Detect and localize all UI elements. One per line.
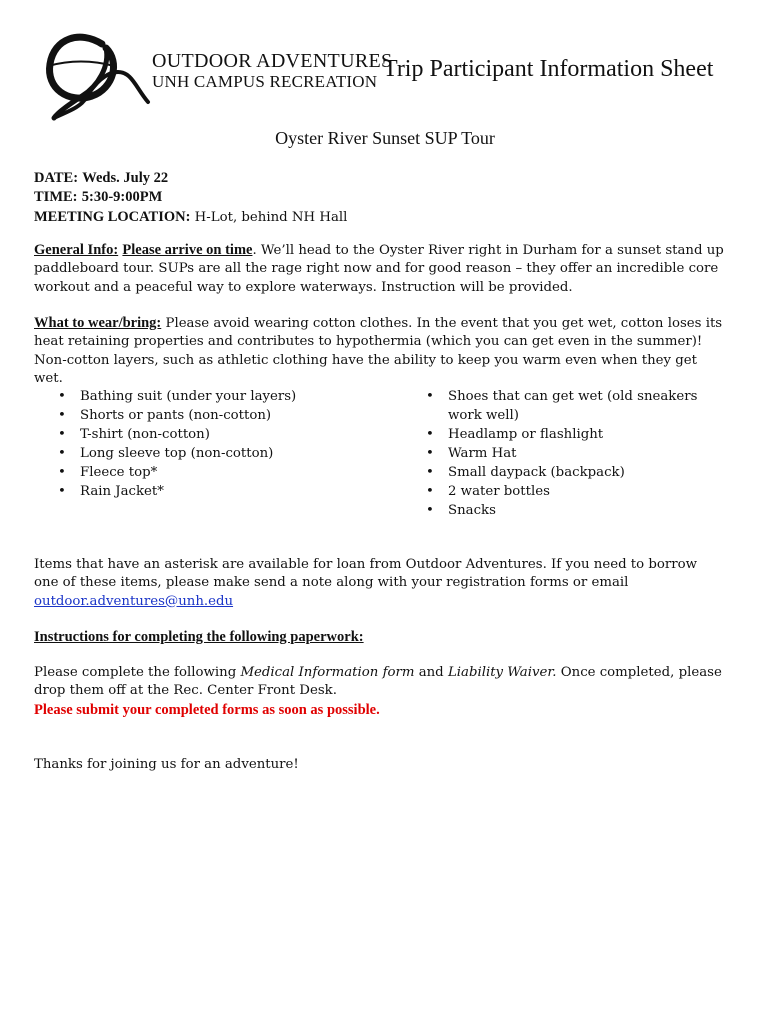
liability-waiver-name: Liability Waiver. xyxy=(447,665,557,680)
loan-note-paragraph xyxy=(34,556,724,611)
instructions-part2: and xyxy=(414,665,448,680)
instructions-heading xyxy=(34,628,724,647)
list-item: • Headlamp or flashlight xyxy=(404,425,734,444)
medical-form-name: Medical Information form xyxy=(240,665,415,680)
logo-mark-icon xyxy=(40,26,160,126)
trip-name: Oyster River Sunset SUP Tour xyxy=(275,128,495,148)
outdoor-adventures-logo xyxy=(40,26,393,126)
packing-list-right xyxy=(404,387,734,520)
location-line xyxy=(34,208,724,227)
general-info-text: . We’ll head to the Oyster River right in Durham for a sunset stand up paddleboard tour. SUPs are all the rage right now and for good reason – they offer an incredible core workout and a peaceful way to explore waterways. Instruction will be provided. xyxy=(34,243,724,295)
time-label: TIME: xyxy=(34,189,78,206)
list-item: • Small daypack (backpack) xyxy=(404,463,734,482)
submit-note-text: Please submit your completed forms as soon as possible. xyxy=(34,702,380,718)
closing-line: Thanks for joining us for an adventure! xyxy=(34,757,299,772)
list-item: • Bathing suit (under your layers) xyxy=(36,387,366,406)
time-value: 5:30-9:00PM xyxy=(81,189,163,206)
instructions-paragraph xyxy=(34,664,724,701)
list-item: • Long sleeve top (non-cotton) xyxy=(36,444,366,463)
date-value: Weds. July 22 xyxy=(82,170,169,186)
loan-note-text: Items that have an asterisk are available for loan from Outdoor Adventures. If you need to borrow one of these items, please make send a note along with your registration forms or email xyxy=(34,557,697,591)
instructions-part3: Once completed, please drop them off at the Rec. Center Front Desk. xyxy=(34,665,722,699)
document-title: Trip Participant Information Sheet xyxy=(383,56,714,82)
list-item: • Warm Hat xyxy=(404,444,734,463)
list-item: • T-shirt (non-cotton) xyxy=(36,425,366,444)
list-item: • 2 water bottles xyxy=(404,482,734,501)
list-item: • Shoes that can get wet (old sneakers work well) xyxy=(404,387,734,425)
email-link[interactable]: outdoor.adventures@unh.edu xyxy=(34,593,234,609)
location-label: MEETING LOCATION: xyxy=(34,208,191,225)
instructions-heading-text: Instructions for completing the following paperwork: xyxy=(34,629,364,645)
submit-note xyxy=(34,701,724,720)
what-to-wear-text: Please avoid wearing cotton clothes. In the event that you get wet, cotton loses its heat retaining properties and contributes to hypothermia (which you can get even in the summer)! Non-cotton layers, such as athletic clothing have the ability to keep you warm even when they get wet. xyxy=(34,316,723,386)
date-label: DATE: xyxy=(34,170,79,186)
packing-list-left xyxy=(36,387,366,501)
logo-line2: UNH CAMPUS RECREATION xyxy=(152,72,378,91)
general-info-label: General Info: xyxy=(34,242,119,258)
what-to-wear-paragraph xyxy=(34,314,724,388)
what-to-wear-label: What to wear/bring: xyxy=(34,315,162,331)
date-line xyxy=(34,169,724,188)
location-value: H-Lot, behind NH Hall xyxy=(194,209,348,225)
instructions-part1: Please complete the following xyxy=(34,665,241,680)
list-item: • Snacks xyxy=(404,501,734,520)
list-item: • Rain Jacket* xyxy=(36,482,366,501)
list-item: • Shorts or pants (non-cotton) xyxy=(36,406,366,425)
logo-line1: OUTDOOR ADVENTURES xyxy=(152,50,393,72)
general-info-emphasis: Please arrive on time xyxy=(122,242,253,258)
trip-details xyxy=(34,169,724,227)
list-item: • Fleece top* xyxy=(36,463,366,482)
time-line xyxy=(34,188,724,207)
general-info-paragraph xyxy=(34,241,724,297)
